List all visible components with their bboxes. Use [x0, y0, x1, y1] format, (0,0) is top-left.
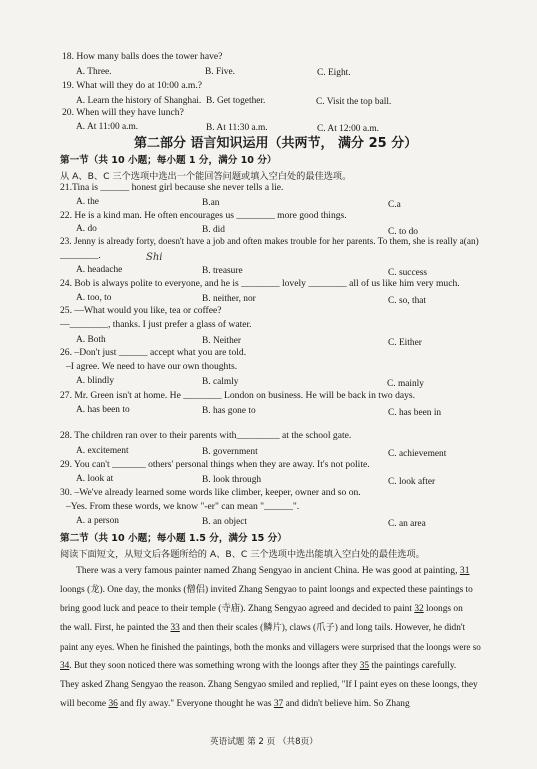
q28-option-c: C. achievement: [388, 449, 447, 459]
passage-line-4: [60, 622, 465, 634]
q25-option-a: A. Both: [76, 335, 106, 345]
passage-line-7: They asked Zhang Sengyao the reason. Zhang Sengyao smiled and replied, "If I paint eyes on these loongs, they: [60, 680, 478, 690]
q25-option-c: C. Either: [388, 338, 422, 348]
q26-stem-continued: –I agree. We need to have our own thoughts.: [66, 361, 238, 372]
q26-stem: 26. –Don't just ______ accept what you are told.: [60, 347, 247, 358]
passage-text: . But they soon noticed there was something wrong with the loongs after they: [69, 661, 360, 671]
q25-option-b: B. Neither: [202, 336, 242, 346]
q28-stem: 28. The children ran over to their parents with_________ at the school gate.: [60, 430, 352, 441]
q30-option-b: B. an object: [202, 517, 248, 527]
q30-stem: 30. –We've already learned some words like climber, keeper, owner and so on.: [60, 487, 361, 498]
q26-option-c: C. mainly: [387, 379, 424, 389]
q21-option-a: A. the: [76, 197, 99, 207]
passage-text: loongs on: [423, 604, 463, 614]
blank-31: 31: [459, 565, 470, 576]
section2-instructions: 阅读下面短文，从短文后各题所给的 A、B、C 三个选项中选出能填入空白处的最佳选项。: [60, 549, 425, 560]
q23-stem-continued: ________.: [60, 250, 101, 261]
q22-option-c: C. to do: [388, 227, 418, 237]
passage-text: and then their scales (鳞片), claws (爪子) and long tails. However, he didn't: [179, 623, 466, 633]
passage-text: and didn't believe him. So Zhang: [283, 699, 410, 709]
q27-option-b: B. has gone to: [202, 406, 256, 416]
q30-stem-continued: –Yes. From these words, we know "-er" can mean "______".: [66, 501, 300, 512]
blank-37: 37: [273, 699, 284, 709]
q30-option-a: A. a person: [76, 516, 119, 526]
passage-text: bring good luck and peace to their temple (寺庙). Zhang Sengyao agreed and decided to paint: [60, 604, 415, 614]
q20-option-b: B. At 11:30 a.m.: [206, 123, 268, 133]
q27-option-a: A. has been to: [76, 405, 130, 415]
passage-line-2: loongs (龙). One day, the monks (僧侣) invited Zhang Sengyao to paint loongs and expected these paintings to: [60, 585, 473, 595]
q24-option-c: C. so, that: [388, 296, 427, 306]
q28-option-a: A. excitement: [76, 446, 129, 456]
q29-stem: 29. You can't _______ others' personal things when they are away. It's not polite.: [60, 459, 370, 470]
q27-option-c: C. has been in: [388, 408, 442, 418]
q22-stem: 22. He is a kind man. He often encourages us ________ more good things.: [60, 210, 347, 221]
q23-stem: 23. Jenny is already forty, doesn't have a job and often makes trouble for her parents. To them, she is really a(an): [60, 237, 479, 247]
passage-text: will become: [60, 699, 109, 709]
q22-option-b: B. did: [202, 225, 225, 235]
q25-stem: 25. —What would you like, tea or coffee?: [60, 305, 222, 316]
q26-option-a: A. blindly: [76, 376, 115, 386]
passage-line-3: [60, 603, 463, 615]
section2-title: 第二节（共 10 小题；每小题 1.5 分，满分 15 分）: [60, 533, 287, 544]
q26-option-b: B. calmly: [202, 377, 239, 387]
handwritten-scribble: Shi: [146, 252, 163, 263]
q21-stem: 21.Tina is ______ honest girl because she never tells a lie.: [60, 182, 284, 193]
blank-35: 35: [359, 661, 370, 671]
q29-option-c: C. look after: [388, 477, 436, 487]
q29-option-a: A. look at: [76, 474, 114, 484]
q27-stem: 27. Mr. Green isn't at home. He ________ London on business. He will be back in two days.: [60, 390, 416, 401]
q24-option-a: A. too, to: [76, 293, 112, 303]
q22-option-a: A. do: [76, 224, 97, 234]
q28-option-b: B. government: [202, 447, 258, 457]
part2-title: 第二部分 语言知识运用（共两节， 满分 25 分）: [134, 136, 418, 151]
blank-33: 33: [170, 623, 180, 633]
passage-text: the wall. First, he painted the: [60, 623, 171, 633]
q24-stem: 24. Bob is always polite to everyone, and he is ________ lovely ________ all of us like him very much.: [60, 278, 460, 289]
blank-36: 36: [108, 699, 118, 709]
passage-text: the paintings carefully.: [369, 661, 457, 671]
passage-text: and fly away." Everyone thought he was: [117, 699, 274, 709]
passage-line-8: [60, 698, 410, 710]
q19-option-a: A. Learn the history of Shanghai.: [76, 96, 202, 106]
q19-option-b: B. Get together.: [206, 96, 266, 106]
q20-stem: 20. When will they have lunch?: [62, 107, 184, 118]
q18-option-b: B. Five.: [205, 67, 235, 77]
q23-option-c: C. success: [388, 268, 428, 278]
q20-option-a: A. At 11:00 a.m.: [76, 122, 139, 132]
q24-option-b: B. neither, nor: [202, 294, 256, 304]
q18-stem: 18. How many balls does the tower have?: [62, 51, 223, 62]
passage-line-5: paint any eyes. When he finished the paintings, both the monks and villagers were surprised that the loongs were so: [60, 642, 481, 652]
q21-option-c: C.a: [388, 200, 401, 210]
blank-34: 34: [60, 661, 70, 671]
passage-text: There was a very famous painter named Zhang Sengyao in ancient China. He was good at painting,: [76, 565, 460, 576]
section1-title: 第一节（共 10 小题；每小题 1 分，满分 10 分）: [60, 155, 277, 166]
page-footer: 英语试题 第 2 页 （共8页）: [210, 737, 318, 747]
q19-option-c: C. Visit the top ball.: [316, 97, 392, 107]
section1-instructions: 从 A、B、C 三个选项中选出一个能回答问题或填入空白处的最佳选项。: [60, 171, 352, 182]
q29-option-b: B. look through: [202, 475, 262, 485]
q21-option-b: B.an: [202, 198, 220, 208]
blank-32: 32: [414, 604, 424, 614]
q23-option-b: B. treasure: [202, 266, 243, 276]
q23-option-a: A. headache: [76, 265, 123, 275]
q20-option-c: C. At 12:00 a.m.: [317, 124, 379, 134]
passage-line-1: [76, 565, 470, 577]
q18-option-c: C. Eight.: [317, 68, 351, 78]
q25-stem-continued: —________, thanks. I just prefer a glass of water.: [60, 319, 252, 330]
q19-stem: 19. What will they do at 10:00 a.m.?: [62, 80, 202, 91]
passage-line-6: [60, 660, 456, 672]
q30-option-c: C. an area: [388, 519, 426, 529]
q18-option-a: A. Three.: [76, 67, 112, 77]
